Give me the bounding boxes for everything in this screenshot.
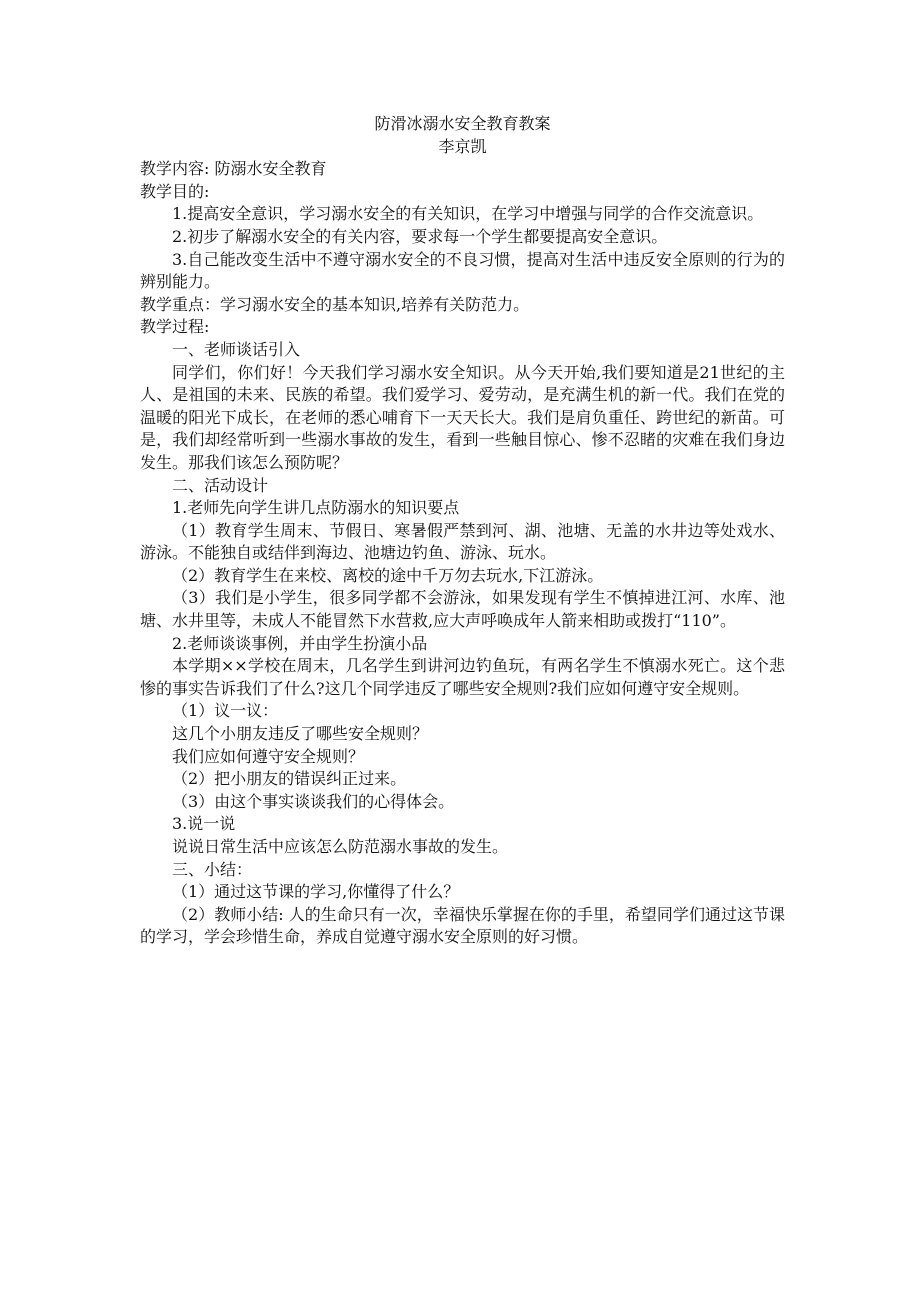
- paragraph: 三、小结：: [172, 859, 253, 879]
- paragraph: 一、老师谈话引入: [172, 339, 301, 359]
- paragraph: 教学重点：学习溺水安全的基本知识,培养有关防范力。: [140, 294, 530, 314]
- paragraph: 教学目的:: [140, 181, 210, 201]
- paragraph: 3.说一说: [172, 814, 236, 834]
- paragraph: （2）教师小结: 人的生命只有一次，幸福快乐掌握在你的手里，希望同学们通过这节课的学习，学会珍惜生命，养成自觉遵守溺水安全原则的好习惯。: [140, 904, 785, 947]
- paragraph: （2）把小朋友的错误纠正过来。: [172, 769, 407, 789]
- paragraph: 这几个小朋友违反了哪些安全规则？: [172, 724, 429, 744]
- paragraph: 2.老师谈谈事例，并由学生扮演小品: [172, 633, 428, 653]
- paragraph: 二、活动设计: [172, 475, 269, 495]
- paragraph: 3.自己能改变生活中不遵守溺水安全的不良习惯，提高对生活中违反安全原则的行为的辨别能力。: [140, 249, 785, 292]
- paragraph: 教学过程:: [140, 317, 210, 337]
- paragraph: （1）通过这节课的学习,你懂得了什么？: [172, 882, 460, 902]
- paragraph: （3）我们是小学生，很多同学都不会游泳，如果发现有学生不慎掉进江河、水库、池塘、水井里等，未成人不能冒然下水营救,应大声呼唤成年人箭来相助或拨打“110”。: [140, 588, 785, 631]
- paragraph: （3）由这个事实谈谈我们的心得体会。: [172, 791, 455, 811]
- paragraph: 同学们，你们好！今天我们学习溺水安全知识。从今天开始,我们要知道是21世纪的主人、是祖国的未来、民族的希望。我们爱学习、爱劳动，是充满生机的新一代。我们在党的温暖的阳光下成长，在老师的悉心哺育下一天天长大。我们是肩负重任、跨世纪的新苗。可是，我们却经常听到一些溺水事故的发生，看到一些触目惊心、惨不忍睹的灾难在我们身边发生。那我们该怎么预防呢？: [140, 362, 785, 472]
- paragraph: 1.提高安全意识，学习溺水安全的有关知识，在学习中增强与同学的合作交流意识。: [172, 204, 764, 224]
- document-body: [140, 158, 785, 949]
- document-author: 李京凯: [438, 136, 487, 156]
- paragraph: 说说日常生活中应该怎么防范溺水事故的发生。: [172, 837, 509, 856]
- document-title: 防滑冰溺水安全教育教案: [374, 114, 551, 133]
- paragraph: （1）教育学生周末、节假日、寒暑假严禁到河、湖、池塘、无盖的水井边等处戏水、游泳。不能独自或结伴到海边、池塘边钓鱼、游泳、玩水。: [140, 520, 785, 563]
- document-page: [140, 113, 785, 949]
- paragraph: 教学内容: 防溺水安全教育: [140, 159, 327, 179]
- paragraph: （2）教育学生在来校、离校的途中千万勿去玩水,下江游泳。: [172, 565, 604, 585]
- paragraph: 我们应如何遵守安全规则？: [172, 746, 365, 766]
- paragraph: 2.初步了解溺水安全的有关内容，要求每一个学生都要提高安全意识。: [172, 226, 668, 246]
- paragraph: 本学期××学校在周末，几名学生到讲河边钓鱼玩，有两名学生不慎溺水死亡。这个悲惨的事实告诉我们了什么?这几个同学违反了哪些安全规则?我们应如何遵守安全规则。: [140, 656, 785, 698]
- paragraph: 1.老师先向学生讲几点防溺水的知识要点: [172, 498, 460, 518]
- paragraph: （1）议一议：: [172, 701, 279, 721]
